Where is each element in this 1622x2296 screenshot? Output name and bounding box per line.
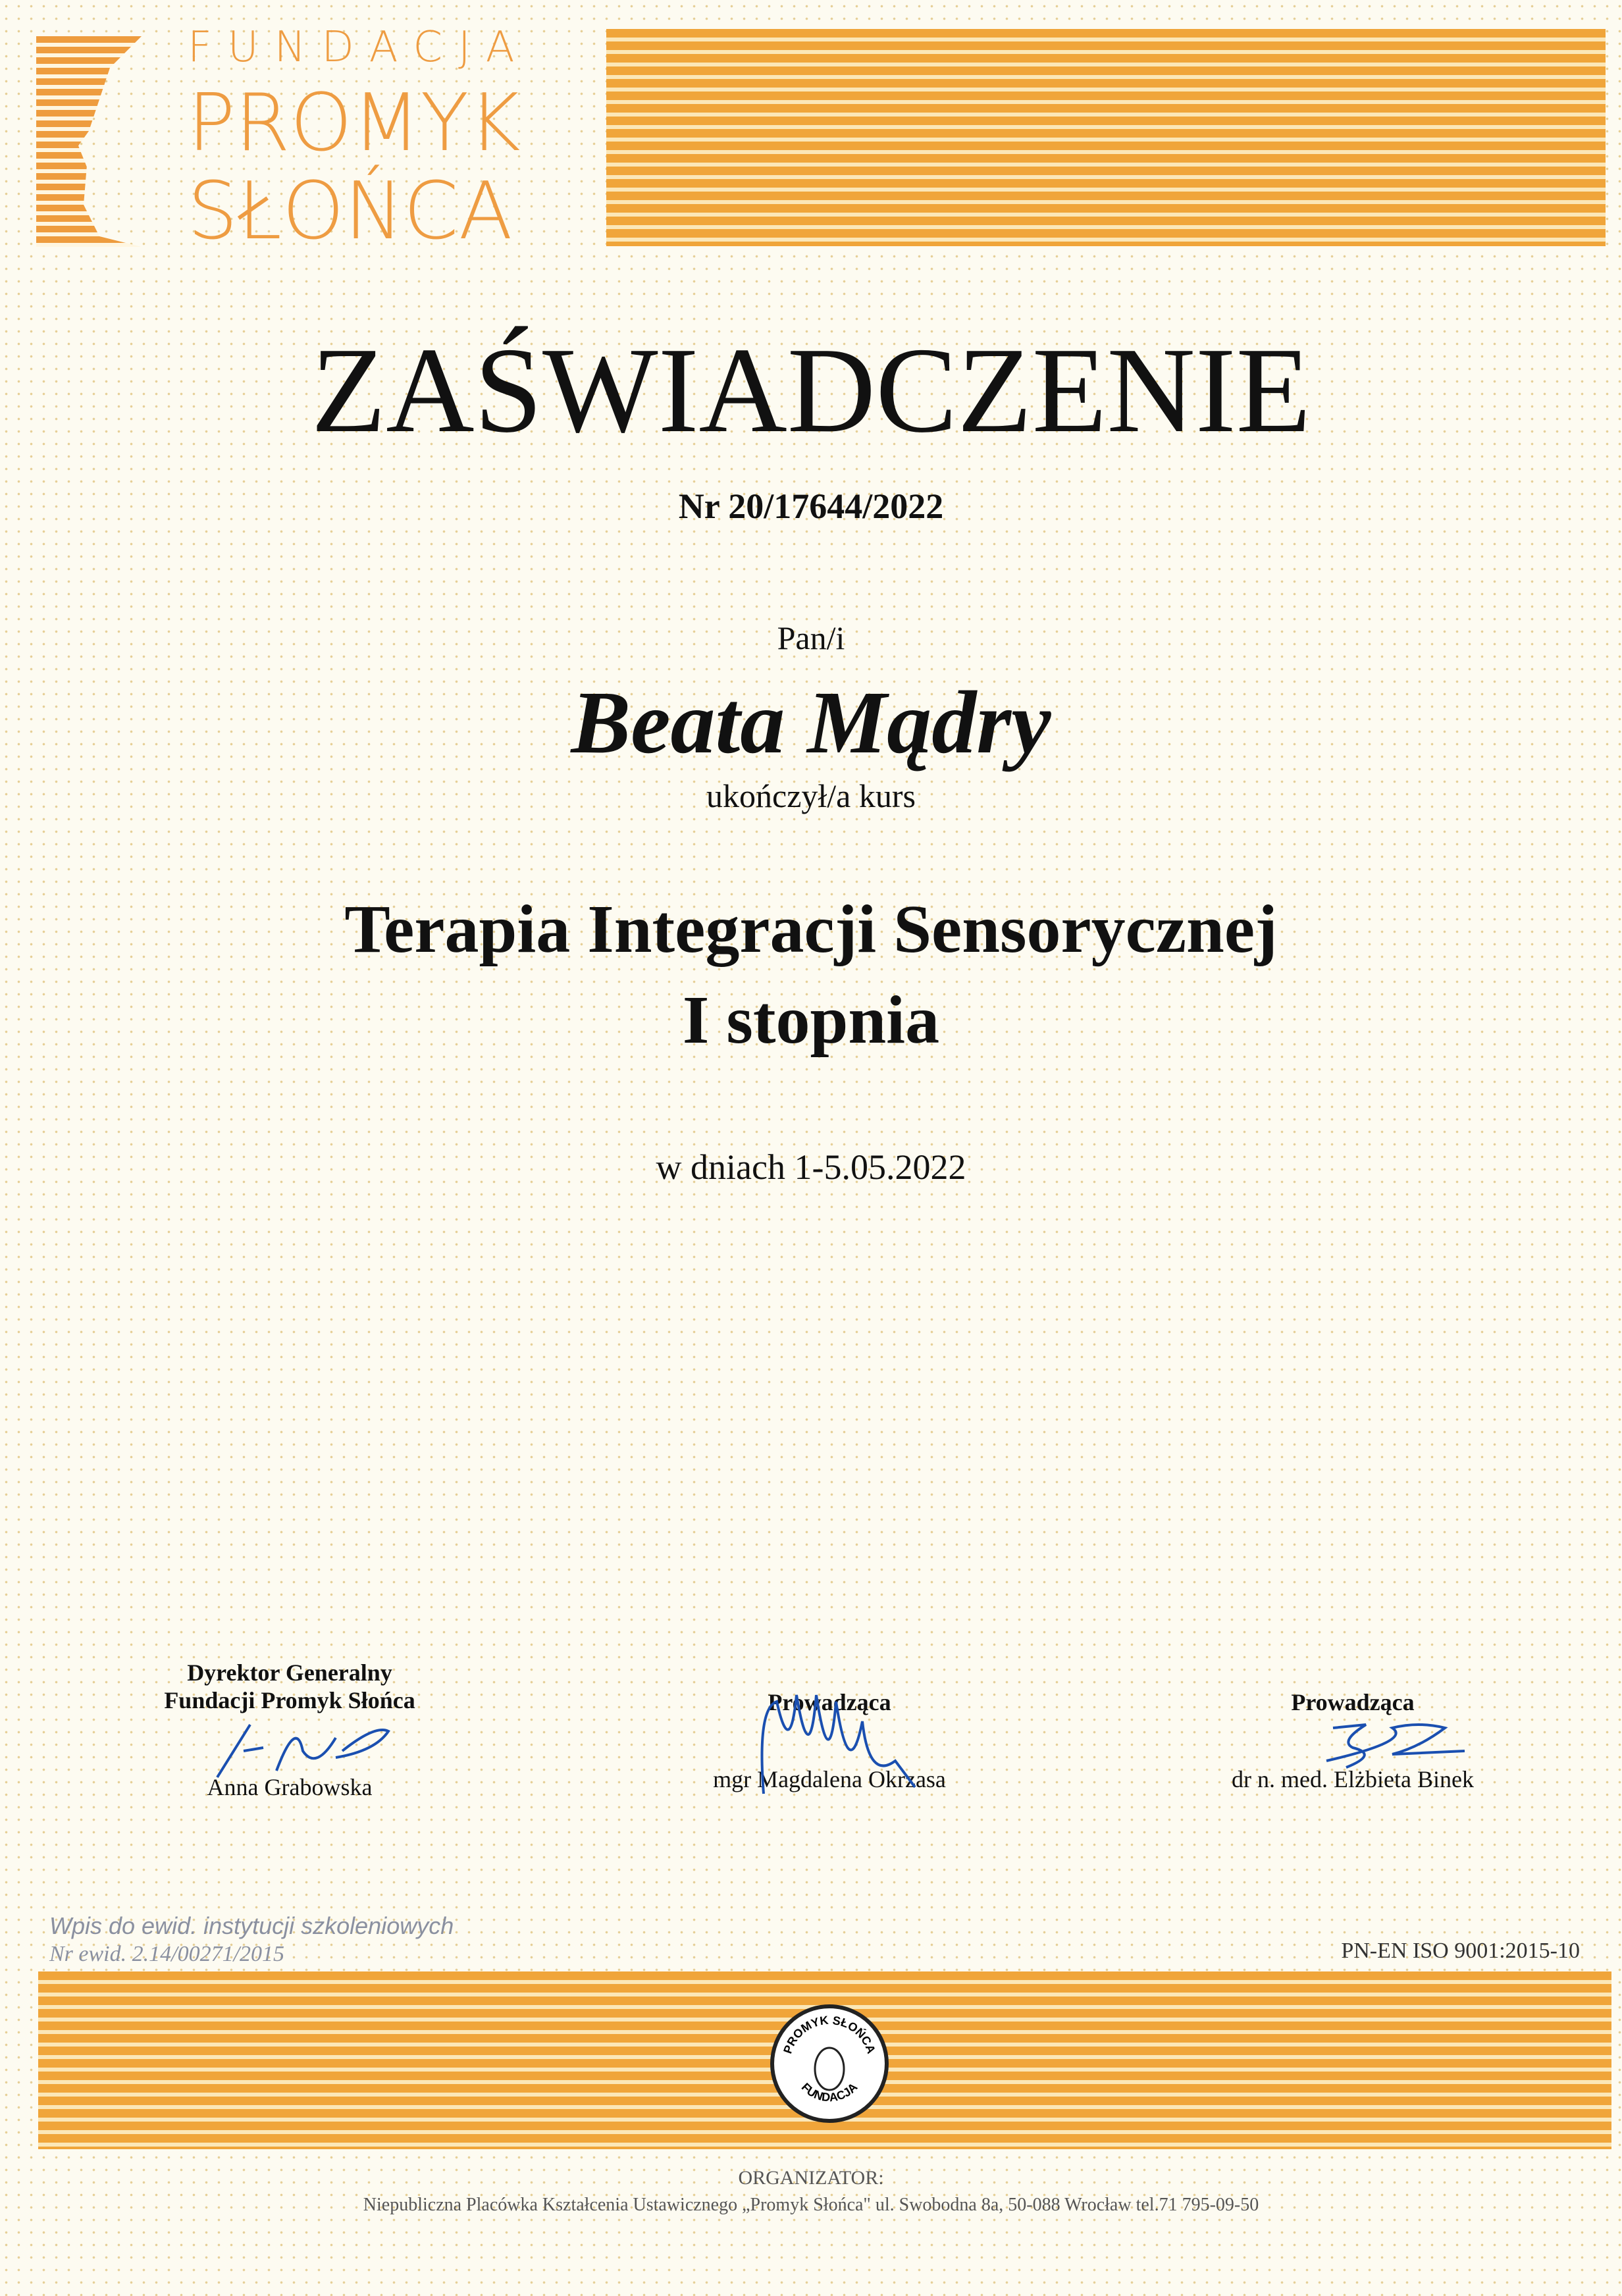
logo-text-slonca: SŁOŃCA: [188, 166, 513, 257]
iso-certification: PN-EN ISO 9001:2015-10: [1341, 1939, 1580, 1963]
completed-text: ukończył/a kurs: [706, 777, 916, 814]
signatory-title: Fundacji Promyk Słońca: [164, 1687, 415, 1713]
signature-drawing: [204, 1711, 402, 1784]
organizer-address: Niepubliczna Placówka Kształcenia Ustawicznego „Promyk Słońca" ul. Swobodna 8a, 50-088 Wrocław tel.71 795-09-50: [363, 2195, 1259, 2215]
signatory-name: dr n. med. Elżbieta Binek: [1232, 1766, 1474, 1792]
signature-block-instructor-2: [1122, 1688, 1583, 1793]
course-title-line2: I stopnia: [682, 982, 940, 1058]
signature-block-director: [59, 1659, 520, 1801]
svg-text:FUNDACJA: [799, 2080, 860, 2104]
course-title-line1: Terapia Integracji Sensorycznej: [344, 891, 1278, 967]
signature-drawing: [1313, 1715, 1471, 1774]
certificate-number: Nr 20/17644/2022: [678, 486, 944, 526]
signatory-title: Prowadząca: [1291, 1689, 1415, 1715]
signatory-title: Prowadząca: [768, 1689, 891, 1715]
logo-text-promyk: PROMYK: [188, 78, 521, 169]
signature-drawing: [750, 1682, 922, 1813]
document-title: ZAŚWIADCZENIE: [311, 323, 1311, 458]
logo-text-fundacja: FUNDACJA: [188, 23, 531, 72]
seal-text-bottom: FUNDACJA: [798, 2080, 860, 2104]
registry-line2: Nr ewid. 2.14/00271/2015: [49, 1942, 285, 1966]
logo-profile-stripes: [36, 36, 142, 247]
seal-text-top: PROMYK SŁOŃCA: [781, 2013, 878, 2056]
svg-text:PROMYK SŁOŃCA: [781, 2014, 878, 2056]
salutation: Pan/i: [777, 619, 845, 656]
organizer-label: ORGANIZATOR:: [738, 2167, 884, 2189]
foundation-seal: [770, 2004, 889, 2123]
signatory-name: mgr Magdalena Okrzasa: [713, 1766, 946, 1792]
signatory-name: Anna Grabowska: [207, 1774, 373, 1800]
course-dates: w dniach 1-5.05.2022: [656, 1147, 966, 1187]
signature-block-instructor-1: [599, 1688, 1060, 1793]
recipient-name: Beata Mądry: [571, 673, 1051, 772]
registry-line1: Wpis do ewid. instytucji szkoleniowych: [49, 1912, 454, 1939]
header-stripes: [606, 29, 1606, 246]
signatory-title: Dyrektor Generalny: [187, 1659, 392, 1686]
